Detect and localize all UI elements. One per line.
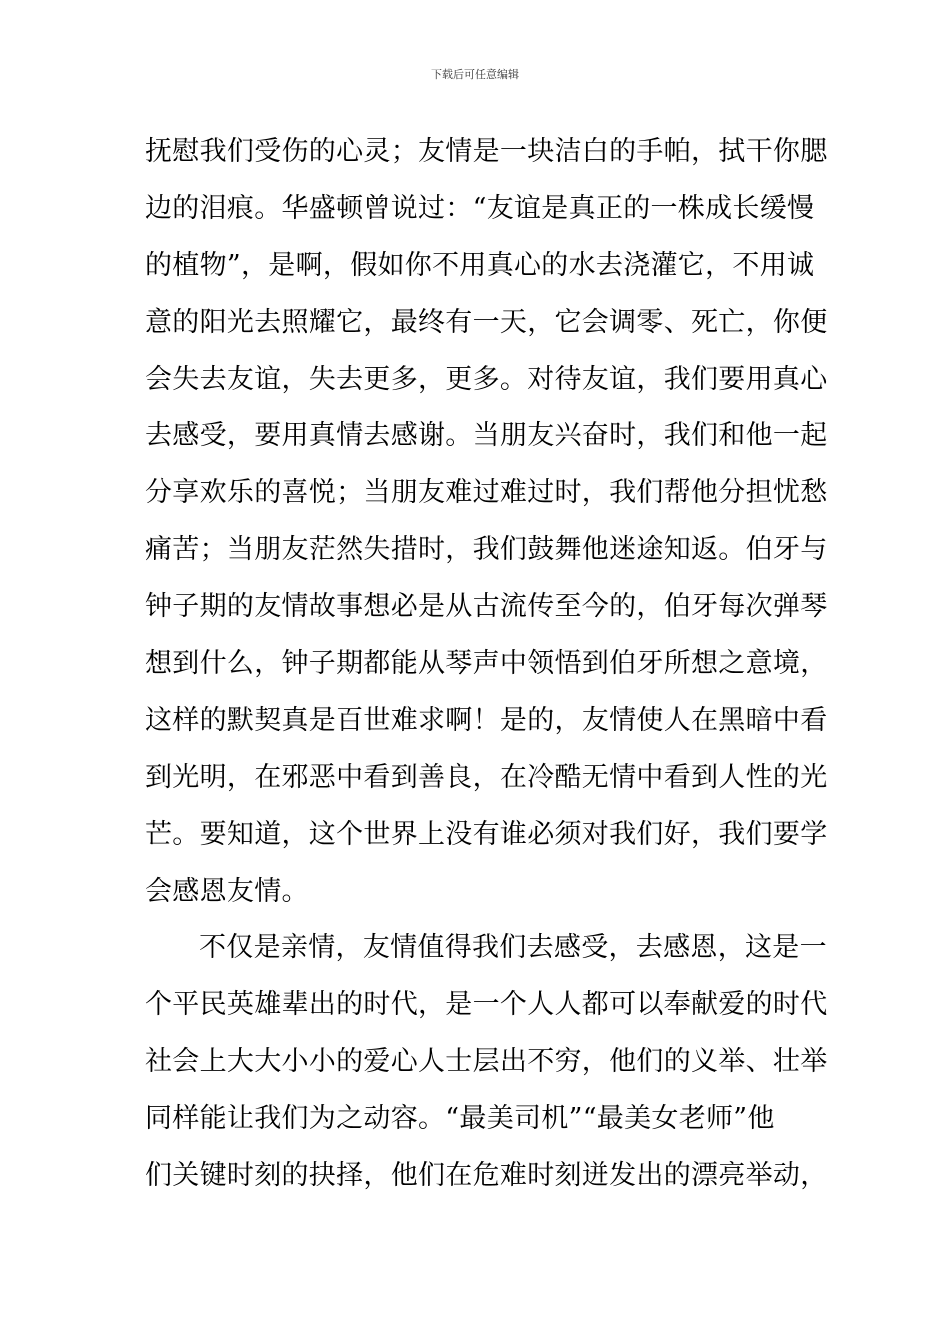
text-line: 到光明，在邪恶中看到善良，在冷酷无情中看到人性的光 (145, 761, 828, 793)
text-line: 芒。要知道，这个世界上没有谁必须对我们好，我们要学 (145, 818, 828, 850)
text-line: 去感受，要用真情去感谢。当朋友兴奋时，我们和他一起 (145, 420, 828, 452)
text-line: 这样的默契真是百世难求啊！是的，友情使人在黑暗中看 (145, 704, 828, 736)
text-line: 痛苦；当朋友茫然失措时，我们鼓舞他迷途知返。伯牙与 (145, 534, 828, 566)
text-line: 的植物”，是啊，假如你不用真心的水去浇灌它，不用诚 (145, 249, 815, 281)
text-line: 意的阳光去照耀它，最终有一天，它会调零、死亡，你便 (145, 306, 828, 338)
text-line: 抚慰我们受伤的心灵；友情是一块洁白的手帕，拭干你腮 (145, 136, 828, 167)
text-line: 想到什么，钟子期都能从琴声中领悟到伯牙所想之意境， (145, 648, 828, 680)
text-line: 钟子期的友情故事想必是从古流传至今的，伯牙每次弹琴 (145, 591, 828, 623)
text-line: 个平民英雄辈出的时代，是一个人人都可以奉献爱的时代 (145, 989, 828, 1021)
text-line: 同样能让我们为之动容。“最美司机”“最美女老师”他 (145, 1103, 775, 1135)
text-line: 边的泪痕。华盛顿曾说过：“友谊是真正的一株成长缓慢 (145, 192, 815, 224)
document-body (145, 132, 828, 1213)
paragraph-first-line: 不仅是亲情，友情值得我们去感受，去感恩，这是一 (199, 932, 827, 964)
text-line: 会失去友谊，失去更多，更多。对待友谊，我们要用真心 (145, 363, 828, 395)
text-line: 们关键时刻的抉择，他们在危难时刻迸发出的漂亮举动， (145, 1160, 828, 1192)
text-line: 分享欢乐的喜悦；当朋友难过难过时，我们帮他分担忧愁 (145, 477, 828, 509)
text-line: 社会上大大小小的爱心人士层出不穷，他们的义举、壮举 (145, 1046, 828, 1078)
page-header: 下载后可任意编辑 (431, 68, 519, 81)
text-line: 会感恩友情。 (145, 875, 309, 907)
